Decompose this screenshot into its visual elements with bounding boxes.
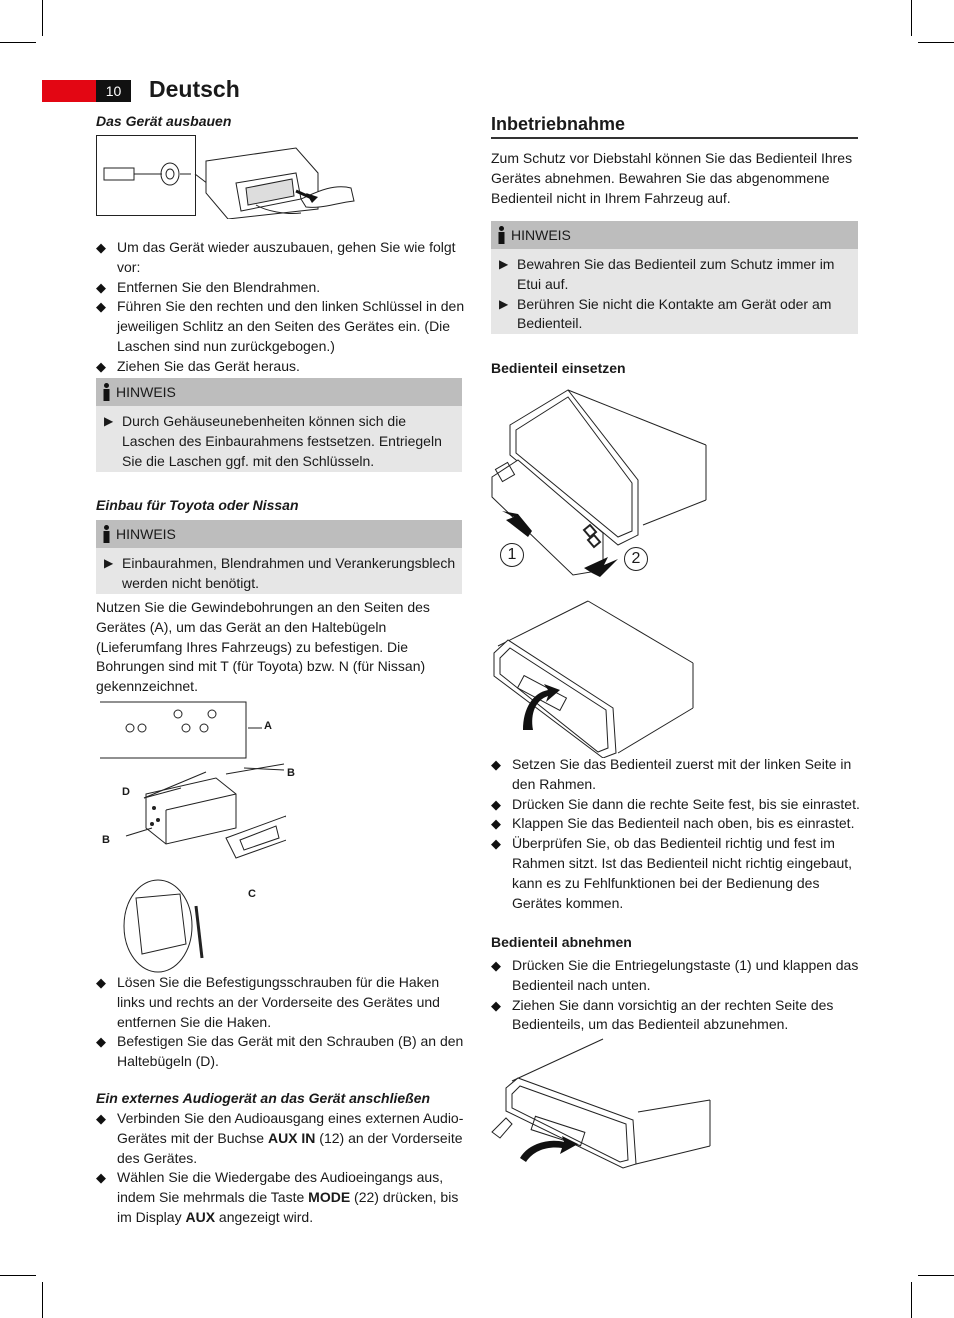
label-c: C xyxy=(248,888,256,900)
key-mode: MODE xyxy=(308,1189,351,1206)
aux-steps xyxy=(96,1109,466,1228)
remove-panel-steps xyxy=(491,956,861,1035)
toyota-diagram xyxy=(96,698,286,973)
marker-1: 1 xyxy=(500,543,524,567)
header-red-bar xyxy=(42,80,96,102)
list-item: ◆ Drücken Sie die Entriegelungstaste (1) und klappen das Bedienteil nach unten. xyxy=(491,956,861,996)
hinweis-header xyxy=(491,221,858,249)
hinweis-header xyxy=(96,378,462,406)
insert-diagram-2 xyxy=(488,598,698,758)
info-icon xyxy=(497,226,506,244)
remove-heading: Das Gerät ausbauen xyxy=(96,113,232,129)
list-item: ◆ Klappen Sie das Bedienteil nach oben, bis es einrastet. xyxy=(491,814,861,834)
hinweis-header xyxy=(96,520,462,548)
crop-mark xyxy=(42,0,43,36)
section-title: Inbetriebnahme xyxy=(491,114,626,134)
label-b: B xyxy=(287,767,295,779)
toyota-paragraph: Nutzen Sie die Gewindebohrungen an den Seiten des Gerätes (A), um das Gerät an den Haltebügeln (Lieferumfang Ihres Fahrzeugs) zu befestigen. Die Bohrungen sind mit T (für Toyota) bzw. N (für Nissan) gekennzeichnet. xyxy=(96,599,430,695)
remove-steps xyxy=(96,238,466,377)
list-item: ▶ Bewahren Sie das Bedienteil zum Schutz immer im Etui auf. xyxy=(497,255,852,295)
list-item: ▶ Einbaurahmen, Blendrahmen und Verankerungsblech werden nicht benötigt. xyxy=(102,554,456,594)
crop-mark xyxy=(918,1275,954,1276)
crop-mark xyxy=(918,42,954,43)
label-a: A xyxy=(264,720,272,732)
hinweis-title: HINWEIS xyxy=(116,526,176,542)
label-b: B xyxy=(102,834,110,846)
hinweis-box-3 xyxy=(491,221,858,334)
list-item: ▶ Durch Gehäuseunebenheiten können sich die Laschen des Einbaurahmens festsetzen. Entriegeln Sie die Laschen ggf. mit den Schlüsseln. xyxy=(102,412,456,471)
crop-mark xyxy=(0,1275,36,1276)
remove-diagram xyxy=(96,133,360,219)
list-item: ◆ Ziehen Sie das Gerät heraus. xyxy=(96,357,466,377)
list-item: ◆ Führen Sie den rechten und den linken Schlüssel in den jeweiligen Schlitz an den Seiten des Gerätes ein. (Die Laschen sind nun zurückgebogen.) xyxy=(96,297,466,356)
crop-mark xyxy=(911,1282,912,1318)
crop-mark xyxy=(911,0,912,36)
hinweis-title: HINWEIS xyxy=(511,227,571,243)
remove-panel-diagram xyxy=(488,1036,714,1170)
list-item: ◆ Befestigen Sie das Gerät mit den Schrauben (B) an den Haltebügeln (D). xyxy=(96,1032,466,1072)
hinweis-title: HINWEIS xyxy=(116,384,176,400)
crop-mark xyxy=(42,1282,43,1318)
list-item: ◆ Ziehen Sie dann vorsichtig an der rechten Seite des Bedienteils, um das Bedienteil abzunehmen. xyxy=(491,996,861,1036)
list-item: ▶ Berühren Sie nicht die Kontakte am Gerät oder am Bedienteil. xyxy=(497,295,852,335)
page-language: Deutsch xyxy=(149,76,240,102)
aux-heading: Ein externes Audiogerät an das Gerät anschließen xyxy=(96,1090,431,1106)
toyota-steps xyxy=(96,973,466,1072)
section-rule xyxy=(491,137,858,139)
list-item: ◆ Überprüfen Sie, ob das Bedienteil richtig und fest im Rahmen sitzt. Ist das Bedienteil nicht richtig eingebaut, kann es zu Fehlfunktionen bei der Bedienung des Gerätes kommen. xyxy=(491,834,861,913)
list-item: ◆ Lösen Sie die Befestigungsschrauben für die Haken links und rechts an der Vorderseite des Gerätes und entfernen Sie die Haken. xyxy=(96,973,466,1032)
toyota-heading: Einbau für Toyota oder Nissan xyxy=(96,497,299,513)
label-d: D xyxy=(122,786,130,798)
info-icon xyxy=(102,525,111,543)
hinweis-box-1 xyxy=(96,378,462,472)
list-item: ◆ Verbinden Sie den Audioausgang eines externen Audio-Gerätes mit der Buchse AUX IN (12) an der Vorderseite des Gerätes. xyxy=(96,1109,466,1168)
insert-steps xyxy=(491,755,861,913)
remove-panel-heading: Bedienteil abnehmen xyxy=(491,934,632,950)
key-aux-in: AUX IN xyxy=(267,1129,316,1146)
list-item: ◆ Drücken Sie dann die rechte Seite fest, bis sie einrastet. xyxy=(491,795,861,815)
crop-mark xyxy=(0,42,36,43)
info-icon xyxy=(102,383,111,401)
list-item: ◆ Um das Gerät wieder auszubauen, gehen Sie wie folgt vor: xyxy=(96,238,466,278)
marker-2: 2 xyxy=(624,547,648,571)
key-aux: AUX xyxy=(185,1208,216,1225)
page-number: 10 xyxy=(96,80,131,102)
insert-heading: Bedienteil einsetzen xyxy=(491,360,626,376)
intro-paragraph: Zum Schutz vor Diebstahl können Sie das Bedienteil Ihres Gerätes abnehmen. Bewahren Sie das abgenommene Bedienteil nicht in Ihrem Fahrzeug auf. xyxy=(491,150,853,206)
list-item: ◆ Entfernen Sie den Blendrahmen. xyxy=(96,278,466,298)
list-item: ◆ Setzen Sie das Bedienteil zuerst mit der linken Seite in den Rahmen. xyxy=(491,755,861,795)
hinweis-box-2 xyxy=(96,520,462,594)
list-item: ◆ Wählen Sie die Wiedergabe des Audioeingangs aus, indem Sie mehrmals die Taste MODE (22) drücken, bis im Display AUX angezeigt wird. xyxy=(96,1168,466,1227)
